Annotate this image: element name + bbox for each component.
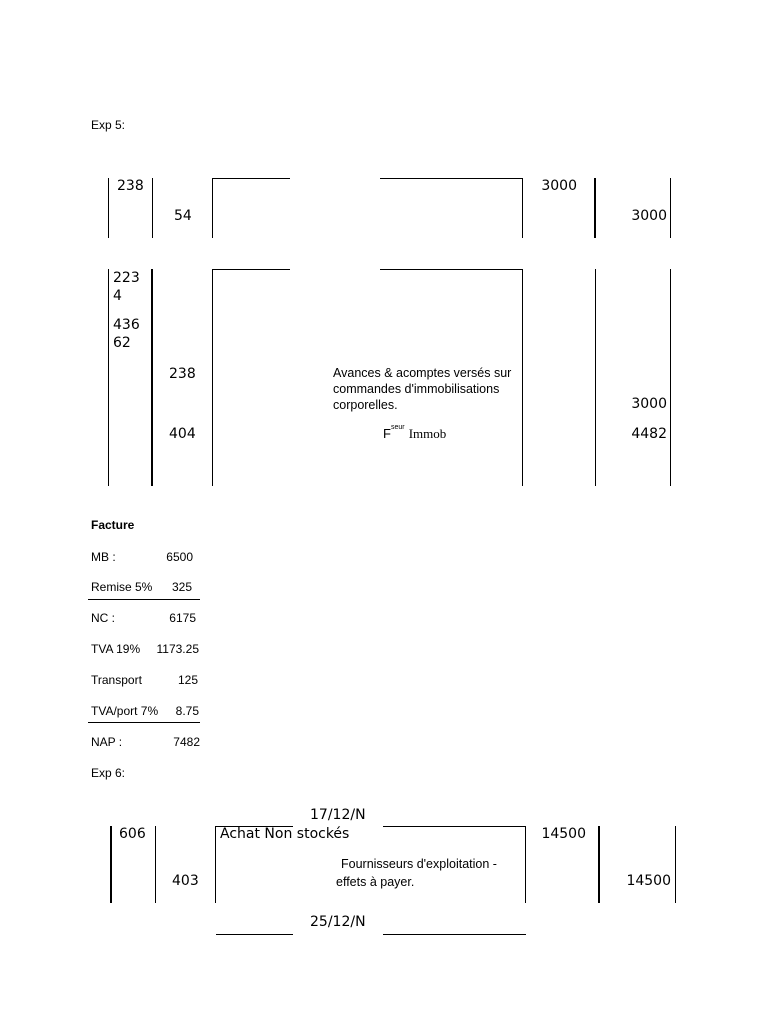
column-rule [675, 826, 676, 903]
debit-account: 606 [119, 826, 146, 842]
column-rule [108, 269, 109, 486]
facture-label: TVA 19% [91, 642, 141, 656]
credit-account: 54 [174, 208, 192, 224]
entry-label-line: Fournisseurs d'exploitation - [341, 857, 497, 871]
facture-heading: Facture [91, 518, 135, 532]
column-rule [522, 269, 523, 486]
facture-value: 325 [171, 580, 192, 594]
facture-label: MB : [91, 550, 116, 564]
column-rule [522, 178, 523, 238]
facture-value: 8.75 [175, 704, 199, 718]
facture-label: TVA/port 7% [91, 704, 159, 718]
facture-label: NAP : [91, 735, 123, 749]
date-rule-left [216, 934, 293, 935]
credit-account: 404 [169, 426, 196, 442]
debit-amount: 3000 [541, 178, 577, 194]
exp5-heading: Exp 5: [91, 118, 126, 132]
facture-value: 1173.25 [156, 642, 199, 656]
date-rule-right [383, 826, 526, 827]
date-rule-right [380, 269, 523, 270]
exp6-heading: Exp 6: [91, 766, 126, 780]
column-rule [155, 826, 156, 903]
column-rule [151, 269, 153, 486]
facture-label: NC : [91, 611, 115, 625]
entry-label-suffix: Immob [408, 426, 447, 441]
column-rule [595, 269, 596, 486]
facture-label: Remise 5% [91, 580, 153, 594]
date-rule-right [383, 934, 526, 935]
credit-amount: 14500 [626, 873, 671, 889]
date-rule-left [212, 269, 290, 270]
credit-account: 403 [172, 873, 199, 889]
entry-label-line: commandes d'immobilisations [333, 382, 500, 396]
debit-account: 238 [117, 178, 144, 194]
debit-account: 223 [113, 270, 140, 286]
date-rule-right [380, 178, 523, 179]
facture-value: 6175 [169, 611, 196, 625]
column-rule [110, 826, 112, 903]
entry-label [383, 426, 446, 442]
entry-label-prefix: F [383, 426, 391, 441]
subtotal-rule [88, 599, 200, 600]
subtotal-rule [88, 722, 200, 723]
column-rule [215, 826, 216, 903]
facture-value: 6500 [166, 550, 193, 564]
column-rule [670, 178, 671, 238]
entry-label-line: effets à payer. [336, 875, 415, 889]
debit-account: 4 [113, 288, 122, 304]
credit-amount: 4482 [631, 426, 667, 442]
entry-label-line: Avances & acomptes versés sur [333, 366, 512, 380]
facture-value: 125 [177, 673, 198, 687]
entry-label [333, 365, 511, 413]
debit-account: 436 [113, 317, 140, 333]
entry-label [336, 855, 497, 891]
column-rule [594, 178, 596, 238]
debit-amount: 14500 [541, 826, 586, 842]
column-rule [212, 269, 213, 486]
debit-account: 62 [113, 335, 131, 351]
entry-label-sup: seur [390, 424, 405, 431]
column-rule [152, 178, 153, 238]
credit-amount: 3000 [631, 396, 667, 412]
column-rule [525, 826, 526, 903]
entry-label: Achat Non stockés [220, 826, 350, 842]
date-rule-left [212, 178, 290, 179]
column-rule [212, 178, 213, 238]
column-rule [108, 178, 109, 238]
entry-date: 25/12/N [310, 914, 366, 930]
facture-value: 7482 [173, 735, 200, 749]
entry-date: 17/12/N [310, 807, 366, 823]
column-rule [598, 826, 600, 903]
credit-account: 238 [169, 366, 196, 382]
column-rule [670, 269, 671, 486]
facture-label: Transport [91, 673, 142, 687]
entry-label-line: corporelles. [333, 398, 398, 412]
credit-amount: 3000 [631, 208, 667, 224]
